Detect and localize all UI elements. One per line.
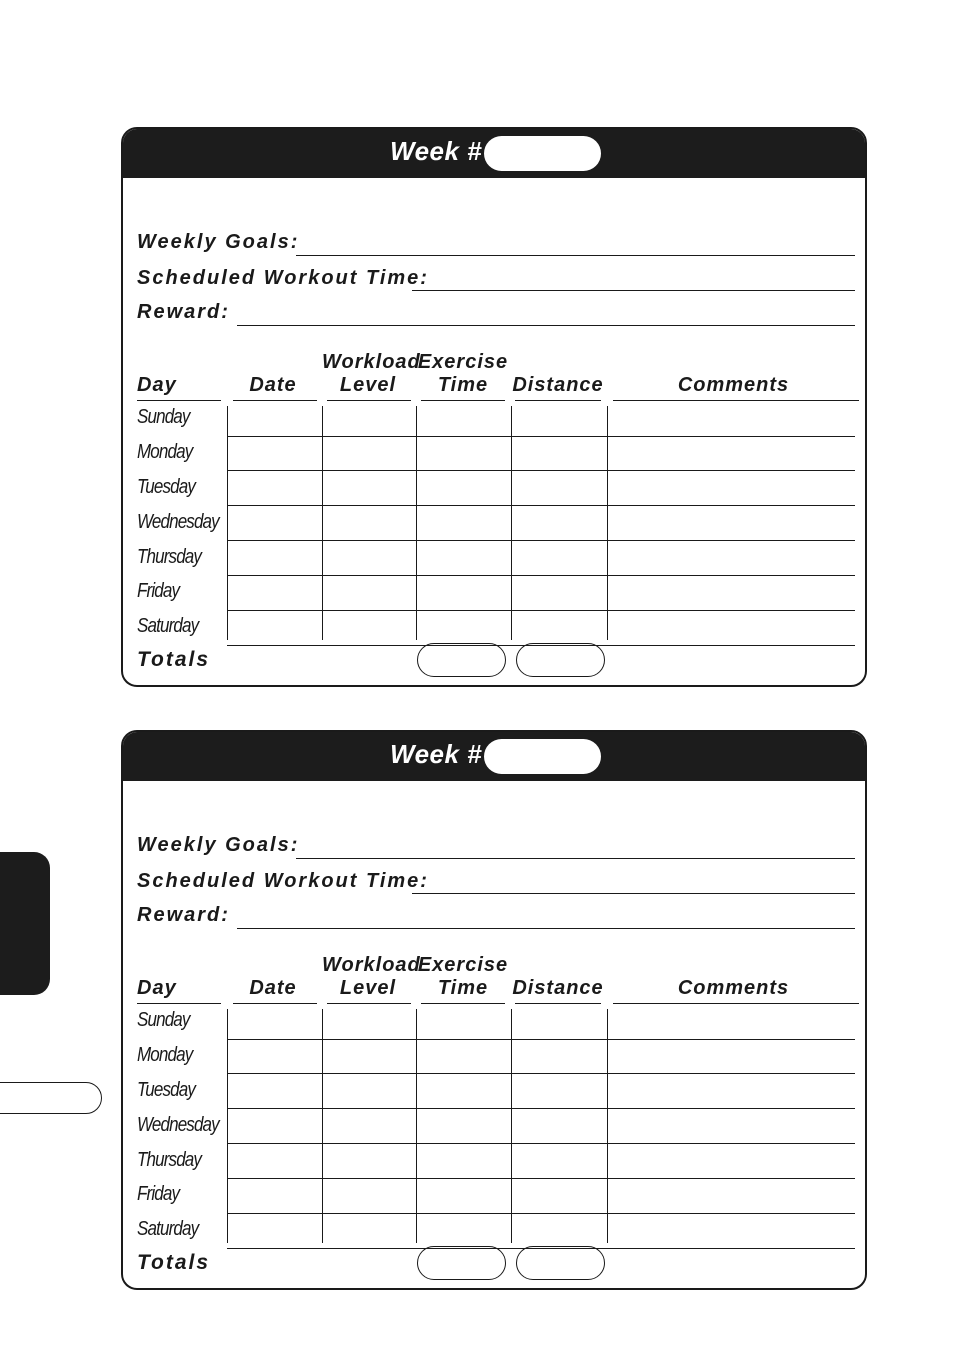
day-row-sunday: Sunday <box>137 406 190 428</box>
total-exercise-time-field[interactable] <box>417 1246 506 1280</box>
day-row-thursday: Thursday <box>137 546 202 568</box>
week-label: Week # <box>390 739 483 769</box>
weekly-goals-field[interactable] <box>296 255 855 256</box>
header-rule <box>613 1003 859 1004</box>
column-divider <box>227 1009 228 1243</box>
col-header-distance: Distance <box>512 374 604 396</box>
col-header-exercise: Exercise <box>417 954 509 976</box>
total-distance-field[interactable] <box>516 643 605 677</box>
scheduled-time-label: Scheduled Workout Time: <box>137 870 429 892</box>
header-rule <box>515 400 601 401</box>
weekly-goals-field[interactable] <box>296 858 855 859</box>
col-header-day: Day <box>137 374 177 396</box>
scheduled-time-label: Scheduled Workout Time: <box>137 267 429 289</box>
column-divider <box>511 1009 512 1243</box>
col-header-exercise: Exercise <box>417 351 509 373</box>
column-divider <box>322 406 323 640</box>
column-divider <box>322 1009 323 1243</box>
column-divider <box>227 406 228 640</box>
day-row-sunday: Sunday <box>137 1009 190 1031</box>
header-rule <box>421 400 505 401</box>
week-label: Week # <box>390 136 483 166</box>
weekly-goals-label: Weekly Goals: <box>137 231 300 253</box>
card-header <box>123 129 865 178</box>
reward-label: Reward: <box>137 301 230 323</box>
col-header-comments: Comments <box>677 977 790 999</box>
day-row-monday: Monday <box>137 1044 193 1066</box>
header-rule <box>233 1003 317 1004</box>
column-divider <box>416 406 417 640</box>
day-row-tuesday: Tuesday <box>137 1079 195 1101</box>
header-rule <box>327 1003 411 1004</box>
card-header <box>123 732 865 781</box>
header-rule <box>233 400 317 401</box>
total-distance-field[interactable] <box>516 1246 605 1280</box>
totals-label: Totals <box>137 648 211 671</box>
col-header-workload: Workload <box>322 351 421 373</box>
col-header-day: Day <box>137 977 177 999</box>
total-exercise-time-field[interactable] <box>417 643 506 677</box>
reward-field[interactable] <box>237 325 855 326</box>
header-rule <box>515 1003 601 1004</box>
page-number-box <box>0 1082 102 1114</box>
weekly-log-card-1 <box>121 127 867 687</box>
day-row-monday: Monday <box>137 441 193 463</box>
header-rule <box>421 1003 505 1004</box>
col-header-level: Level <box>339 374 397 396</box>
day-row-saturday: Saturday <box>137 615 199 637</box>
column-divider <box>416 1009 417 1243</box>
column-divider <box>511 406 512 640</box>
col-header-time: Time <box>437 977 489 999</box>
reward-label: Reward: <box>137 904 230 926</box>
weekly-log-card-2 <box>121 730 867 1290</box>
header-rule <box>327 400 411 401</box>
section-tab <box>0 852 50 995</box>
day-row-friday: Friday <box>137 580 180 602</box>
totals-label: Totals <box>137 1251 211 1274</box>
week-number-field[interactable] <box>484 739 601 774</box>
day-row-wednesday: Wednesday <box>137 1114 219 1136</box>
day-row-tuesday: Tuesday <box>137 476 195 498</box>
col-header-date: Date <box>249 374 297 396</box>
scheduled-time-field[interactable] <box>412 893 855 894</box>
day-row-thursday: Thursday <box>137 1149 202 1171</box>
column-divider <box>607 406 608 640</box>
col-header-distance: Distance <box>512 977 604 999</box>
day-row-saturday: Saturday <box>137 1218 199 1240</box>
header-rule <box>137 1003 221 1004</box>
weekly-goals-label: Weekly Goals: <box>137 834 300 856</box>
header-rule <box>137 400 221 401</box>
col-header-time: Time <box>437 374 489 396</box>
col-header-comments: Comments <box>677 374 790 396</box>
column-divider <box>607 1009 608 1243</box>
scheduled-time-field[interactable] <box>412 290 855 291</box>
col-header-level: Level <box>339 977 397 999</box>
col-header-date: Date <box>249 977 297 999</box>
week-number-field[interactable] <box>484 136 601 171</box>
header-rule <box>613 400 859 401</box>
col-header-workload: Workload <box>322 954 421 976</box>
reward-field[interactable] <box>237 928 855 929</box>
day-row-wednesday: Wednesday <box>137 511 219 533</box>
day-row-friday: Friday <box>137 1183 180 1205</box>
